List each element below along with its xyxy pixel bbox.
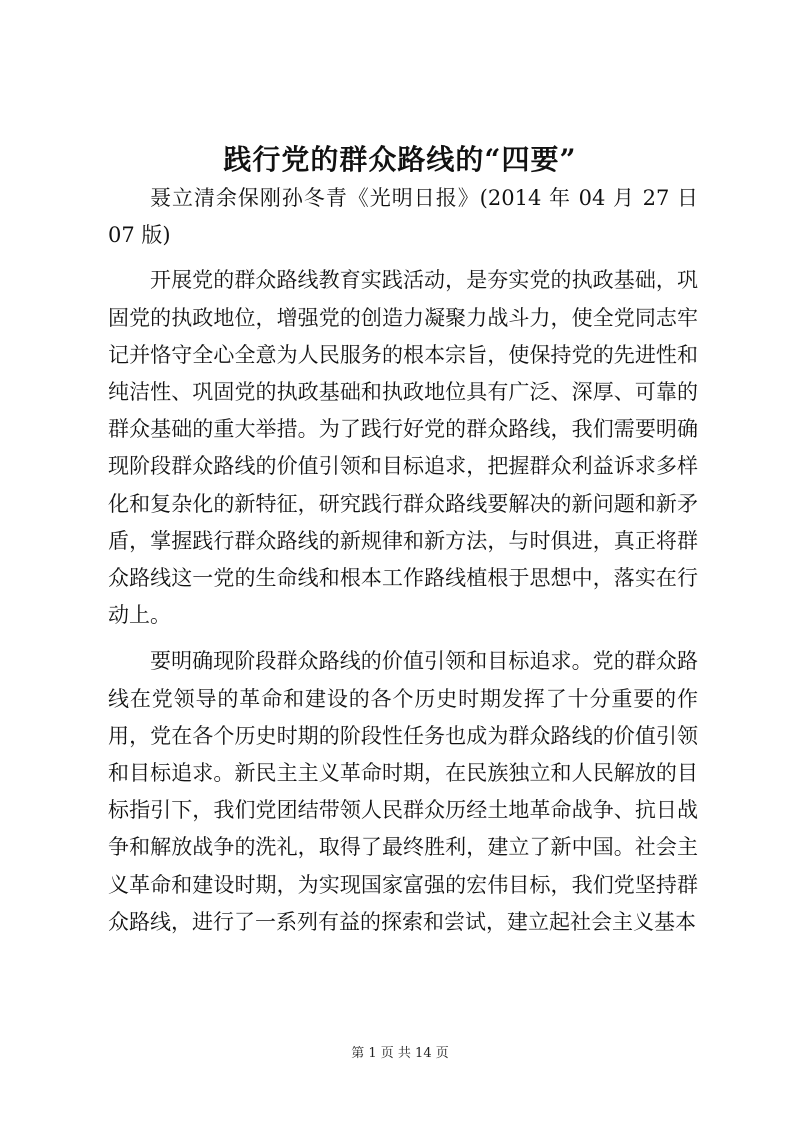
body-paragraph: 要明确现阶段群众路线的价值引领和目标追求。党的群众路线在党领导的革命和建设的各个历史时期发挥了十分重要的作用，党在各个历史时期的阶段性任务也成为群众路线的价值引领和目标追求。新民主主义革命时期，在民族独立和人民解放的目标指引下，我们党团结带领人民群众历经土地革命战争、抗日战争和解放战争的洗礼，取得了最终胜利，建立了新中国。社会主义革命和建设时期，为实现国家富强的宏伟目标，我们党坚持群众路线，进行了一系列有益的探索和尝试，建立起社会主义基本 [108,649,698,934]
document-body [108,180,698,950]
byline: 聂立清余保刚孙冬青《光明日报》(2014 年 04 月 27 日 07 版) [108,186,698,248]
body-paragraph: 开展党的群众路线教育实践活动，是夯实党的执政基础，巩固党的执政地位，增强党的创造力凝聚力战斗力，使全党同志牢记并恪守全心全意为人民服务的根本宗旨，使保持党的先进性和纯洁性、巩固党的执政基础和执政地位具有广泛、深厚、可靠的群众基础的重大举措。为了践行好党的群众路线，我们需要明确现阶段群众路线的价值引领和目标追求，把握群众利益诉求多样化和复杂化的新特征，研究践行群众路线要解决的新问题和新矛盾，掌握践行群众路线的新规律和新方法，与时俱进，真正将群众路线这一党的生命线和根本工作路线植根于思想中，落实在行动上。 [108,268,698,628]
document-title: 践行党的群众路线的“四要” [223,143,577,176]
page-footer: 第 1 页 共 14 页 [351,1046,449,1061]
